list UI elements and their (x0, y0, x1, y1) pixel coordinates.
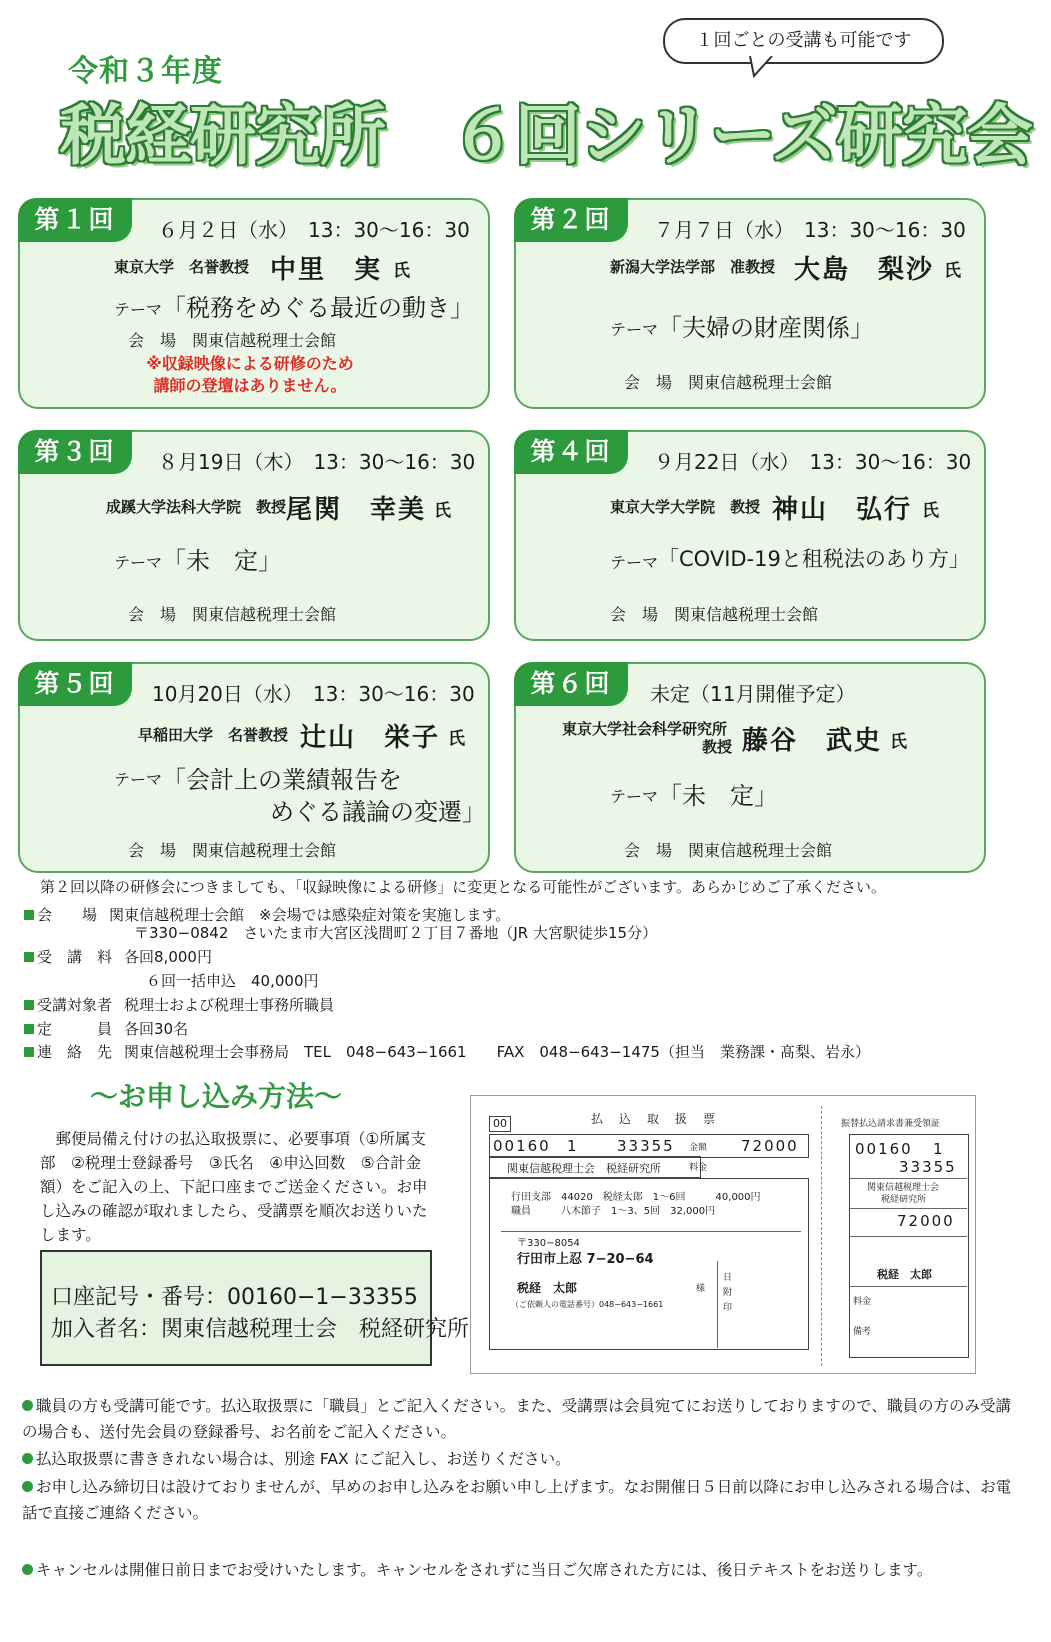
honorific: 氏 (448, 729, 465, 749)
session-label: 第５回 (18, 662, 132, 706)
session-card-3 (18, 430, 490, 641)
apply-instructions: 郵便局備え付けの払込取扱票に、必要事項（①所属支部 ②税理士登録番号 ③氏名 ④申込回数 ⑤合計金額）をご記入の上、下記口座までご送金ください。お申し込みの確認が取れましたら、受講票を順次お送りいたします。 (40, 1130, 428, 1244)
honorific: 氏 (434, 501, 451, 521)
payment-slip-sample (470, 1095, 976, 1374)
theme-label: テーマ (114, 300, 163, 319)
session-label: 第６回 (514, 662, 628, 706)
slip-account-c: 33355 (617, 1137, 675, 1155)
lecturer-name: 大島 梨沙 (794, 255, 935, 285)
session-card-1 (18, 198, 490, 409)
session-label: 第２回 (514, 198, 628, 242)
session-date: ７月７日（水） 13：30〜16：30 (654, 218, 966, 242)
bullet-1: 職員の方も受講可能です。払込取扱票に「職員」とご記入ください。また、受講票は会員宛てにお送りしておりますので、職員の方のみ受講の場合も、送付先会員の登録番号、お名前をご記入ください。 (22, 1397, 1011, 1441)
session-note: ※収録映像による研修のため 講師の登壇はありません。 (146, 354, 354, 395)
account-box (40, 1250, 470, 1366)
receipt-payee-2: 税経研究所 (881, 1195, 927, 1205)
honorific: 氏 (922, 501, 939, 521)
receipt-sender: 税経 太郎 (877, 1268, 932, 1281)
session-label: 第４回 (514, 430, 628, 474)
honorific: 氏 (393, 261, 410, 281)
info-address: 〒330−0842 さいたま市大宮区浅間町２丁目７番地（JR 大宮駅徒歩15分） (134, 924, 658, 942)
slip-amount: 72000 (741, 1137, 799, 1155)
receipt-payee: 関東信越税理士会 (867, 1183, 940, 1193)
session-label: 第３回 (18, 430, 132, 474)
receipt-account-c: 33355 (899, 1158, 957, 1176)
receipt-account-b: 1 (933, 1140, 943, 1158)
receipt-account-a: 00160 (855, 1140, 913, 1158)
session-date: 10月20日（水） 13：30〜16：30 (152, 682, 475, 706)
receipt-title: 振替払込請求書兼受領証 (841, 1119, 941, 1129)
lecturer-affiliation: 東京大学 名誉教授 (114, 258, 250, 276)
info-fee: 受 講 料 各回8,000円 (24, 946, 212, 967)
session-theme: 「COVID-19と租税法のあり方」 (658, 547, 970, 571)
session-theme: 「税務をめぐる最近の動き」 (162, 294, 474, 322)
info-capacity: 定 員 各回30名 (24, 1018, 188, 1039)
slip-title: 払 込 取 扱 票 (591, 1112, 718, 1126)
slip-sama: 様 (696, 1284, 706, 1294)
slip-memo-2: 職員 八木節子 1〜3、5回 32,000円 (511, 1206, 716, 1217)
session-date: ６月２日（水） 13：30〜16：30 (158, 218, 470, 242)
theme-label: テーマ (610, 553, 659, 572)
lecturer-affiliation: 成蹊大学法科大学院 教授 (106, 498, 287, 516)
lecturer-name: 尾関 幸美 (286, 495, 427, 525)
slip-account-a: 00160 (493, 1137, 551, 1155)
session-venue: 会 場 関東信越税理士会館 (624, 841, 833, 860)
theme-label: テーマ (610, 787, 659, 806)
slip-sender: 税経 太郎 (517, 1281, 578, 1295)
slip-phone: （ご依頼人の電話番号）048−643−1661 (511, 1300, 664, 1309)
session-card-5 (18, 662, 490, 873)
info-fee-bulk: ６回一括申込 40,000円 (146, 972, 319, 990)
session-label: 第１回 (18, 198, 132, 242)
session-venue: 会 場 関東信越税理士会館 (128, 605, 337, 624)
notice-text: 第２回以降の研修会につきましても、「収録映像による研修」に変更となる可能性がございます。あらかじめご了承ください。 (40, 878, 887, 896)
bullet-4: キャンセルは開催日前日までお受けいたします。キャンセルをされずに当日ご欠席された方には、後日テキストをお送りします。 (22, 1557, 1022, 1583)
slip-payee: 関東信越税理士会 税経研究所 (507, 1162, 661, 1175)
lecturer-title: 教授 (702, 738, 733, 756)
speech-bubble: １回ごとの受講も可能です (663, 18, 944, 64)
slip-stamp: 日附印 (723, 1273, 733, 1313)
lecturer-name: 辻山 栄子 (300, 723, 441, 753)
session-venue: 会 場 関東信越税理士会館 (128, 331, 337, 350)
lecturer-name: 神山 弘行 (772, 495, 913, 525)
theme-label: テーマ (114, 770, 163, 789)
session-venue: 会 場 関東信越税理士会館 (128, 841, 337, 860)
bullet-3: お申し込み締切日は設けておりませんが、早めのお申し込みをお願い申し上げます。なお開催日５日前以降にお申し込みされる場合は、お電話で直接ご連絡ください。 (22, 1478, 1012, 1522)
page-title: 税経研究所 ６回シリーズ研究会 (60, 97, 1032, 174)
slip-code: 00 (493, 1117, 507, 1130)
bullet-2: 払込取扱票に書ききれない場合は、別途 FAX にご記入し、お送りください。 (22, 1446, 1022, 1472)
session-card-4 (514, 430, 986, 641)
session-theme: 「未 定」 (658, 782, 778, 810)
lecturer-affiliation: 早稲田大学 名誉教授 (138, 726, 289, 744)
account-number: 口座記号・番号：00160−1−33355 (51, 1285, 418, 1310)
receipt-charge: 料金 (853, 1297, 872, 1307)
slip-memo-1: 行田支部 44020 税経太郎 1〜6回 40,000円 (511, 1192, 761, 1203)
receipt-remarks: 備考 (853, 1327, 872, 1337)
info-contact: 連 絡 先 関東信越税理士会事務局 TEL 048−643−1661 FAX 048−643−1475（担当 業務課・髙梨、岩永） (24, 1041, 870, 1062)
slip-zip: 〒330−8054 (517, 1238, 580, 1249)
receipt-amount: 72000 (897, 1212, 955, 1230)
session-theme: 「夫婦の財産関係」 (658, 314, 874, 342)
session-date: ９月22日（水） 13：30〜16：30 (654, 450, 972, 474)
info-target: 受講対象者 税理士および税理士事務所職員 (24, 994, 334, 1015)
session-card-2 (514, 198, 986, 409)
session-date: ８月19日（木） 13：30〜16：30 (158, 450, 476, 474)
honorific: 氏 (890, 732, 907, 752)
theme-label: テーマ (114, 553, 163, 572)
account-holder: 加入者名：関東信越税理士会 税経研究所 (51, 1317, 470, 1342)
bubble-tail-icon (748, 56, 774, 78)
session-venue: 会 場 関東信越税理士会館 (610, 605, 819, 624)
session-venue: 会 場 関東信越税理士会館 (624, 373, 833, 392)
slip-account-b: 1 (567, 1137, 577, 1155)
session-card-6 (514, 662, 986, 873)
session-theme: 「会計上の業績報告を (162, 766, 402, 794)
slip-amount-label: 金額 (689, 1143, 708, 1153)
session-theme: 「未 定」 (162, 547, 282, 575)
theme-label: テーマ (610, 320, 659, 339)
lecturer-name: 中里 実 (270, 255, 383, 285)
lecturer-name: 藤谷 武史 (742, 726, 883, 756)
honorific: 氏 (944, 261, 961, 281)
slip-charge-label: 料金 (689, 1163, 708, 1173)
event-year: 令和３年度 (68, 54, 223, 89)
lecturer-affiliation: 東京大学大学院 教授 (610, 498, 761, 516)
lecturer-affiliation: 東京大学社会科学研究所 (562, 720, 728, 738)
lecturer-affiliation: 新潟大学法学部 准教授 (610, 258, 776, 276)
info-venue: 会 場 関東信越税理士会館 ※会場では感染症対策を実施します。 (24, 904, 510, 925)
session-date: 未定（11月開催予定） (650, 682, 856, 706)
slip-address: 行田市上忍 7−20−64 (517, 1252, 654, 1267)
session-theme-line2: めぐる議論の変遷」 (270, 798, 486, 826)
apply-heading: 〜お申し込み方法〜 (90, 1080, 343, 1113)
